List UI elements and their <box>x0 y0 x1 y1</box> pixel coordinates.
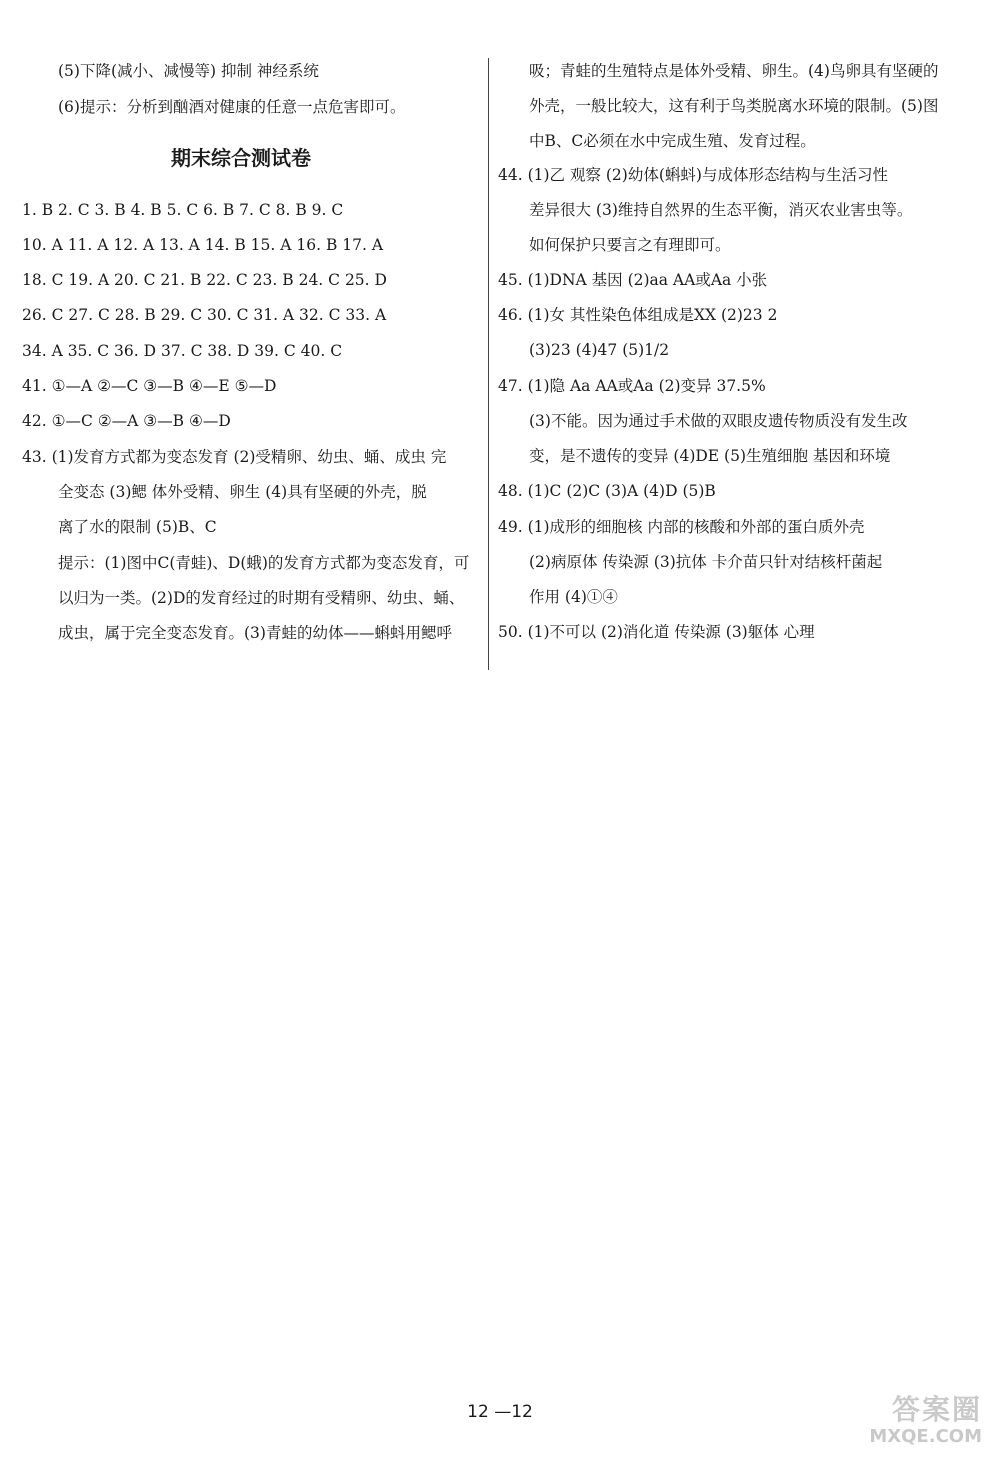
answer-line: 全变态 (3)鳃 体外受精、卵生 (4)具有坚硬的外壳，脱 <box>58 483 427 501</box>
answer-line: 42. ①—C ②—A ③—B ④—D <box>22 412 231 430</box>
answer-line: 48. (1)C (2)C (3)A (4)D (5)B <box>498 482 716 500</box>
answer-line: (2)病原体 传染源 (3)抗体 卡介苗只针对结核杆菌起 <box>529 553 883 571</box>
answer-line: 差异很大 (3)维持自然界的生态平衡，消灭农业害虫等。 <box>529 201 913 219</box>
answer-line: 49. (1)成形的细胞核 内部的核酸和外部的蛋白质外壳 <box>498 518 865 536</box>
answer-line: 45. (1)DNA 基因 (2)aa AA或Aa 小张 <box>498 271 768 289</box>
watermark-url: MXQE.COM <box>869 1426 982 1447</box>
text-line: (6)提示：分析到酗酒对健康的任意一点危害即可。 <box>58 98 406 116</box>
hint-line: 成虫，属于完全变态发育。(3)青蛙的幼体——蝌蚪用鳃呼 <box>58 624 452 642</box>
watermark-logo <box>832 1394 982 1452</box>
answer-line: 26. C 27. C 28. B 29. C 30. C 31. A 32. C 33. A <box>22 306 387 324</box>
answer-line: 44. (1)乙 观察 (2)幼体(蝌蚪)与成体形态结构与生活习性 <box>498 166 888 184</box>
text-line: 中B、C必须在水中完成生殖、发育过程。 <box>529 132 816 150</box>
section-title: 期末综合测试卷 <box>171 146 311 170</box>
answer-line: (3)不能。因为通过手术做的双眼皮遗传物质没有发生改 <box>529 412 908 430</box>
answer-line: 43. (1)发育方式都为变态发育 (2)受精卵、幼虫、蛹、成虫 完 <box>22 448 447 466</box>
text-line: (5)下降(减小、减慢等) 抑制 神经系统 <box>58 62 319 80</box>
text-line: 外壳，一般比较大，这有利于鸟类脱离水环境的限制。(5)图 <box>529 97 939 115</box>
answer-line: 如何保护只要言之有理即可。 <box>529 236 731 254</box>
watermark-title: 答案圈 <box>891 1393 982 1426</box>
hint-line: 以归为一类。(2)D的发育经过的时期有受精卵、幼虫、蛹、 <box>58 589 465 607</box>
answer-line: 46. (1)女 其性染色体组成是XX (2)23 2 <box>498 306 778 324</box>
answer-line: 1. B 2. C 3. B 4. B 5. C 6. B 7. C 8. B 9. C <box>22 201 344 219</box>
answer-line: 变，是不遗传的变异 (4)DE (5)生殖细胞 基因和环境 <box>529 447 891 465</box>
page-number: 12 —12 <box>467 1402 533 1422</box>
answer-line: 10. A 11. A 12. A 13. A 14. B 15. A 16. B 17. A <box>22 236 384 254</box>
answer-line: 18. C 19. A 20. C 21. B 22. C 23. B 24. C 25. D <box>22 271 387 289</box>
column-divider <box>488 58 489 670</box>
text-line: 吸；青蛙的生殖特点是体外受精、卵生。(4)鸟卵具有坚硬的 <box>529 62 939 80</box>
answer-line: 41. ①—A ②—C ③—B ④—E ⑤—D <box>22 377 277 395</box>
answer-line: 47. (1)隐 Aa AA或Aa (2)变异 37.5% <box>498 377 766 395</box>
answer-line: 离了水的限制 (5)B、C <box>58 518 217 536</box>
answer-line: 50. (1)不可以 (2)消化道 传染源 (3)躯体 心理 <box>498 623 815 641</box>
answer-line: (3)23 (4)47 (5)1/2 <box>529 341 670 359</box>
hint-line: 提示：(1)图中C(青蛙)、D(蛾)的发育方式都为变态发育，可 <box>58 554 470 572</box>
answer-line: 作用 (4)①④ <box>529 588 618 606</box>
answer-line: 34. A 35. C 36. D 37. C 38. D 39. C 40. C <box>22 342 343 360</box>
